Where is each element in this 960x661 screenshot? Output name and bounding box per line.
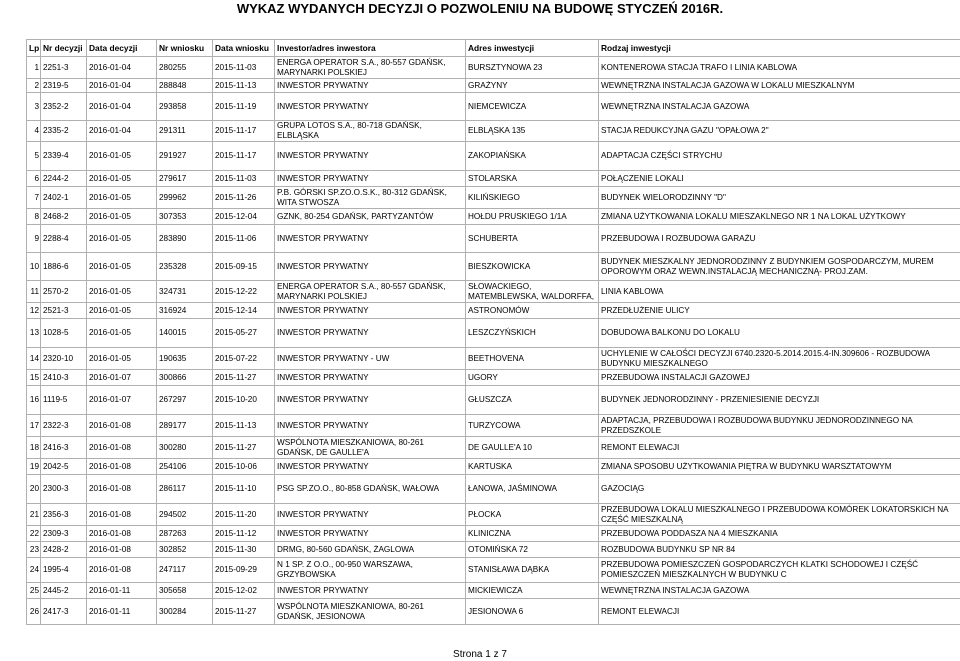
table-cell: TURZYCOWA	[466, 415, 599, 437]
table-cell: 2	[27, 79, 41, 93]
table-cell: INWESTOR PRYWATNY	[275, 225, 466, 253]
table-cell: 2320-10	[41, 348, 87, 370]
table-cell: INWESTOR PRYWATNY - UW	[275, 348, 466, 370]
table-cell: 2288-4	[41, 225, 87, 253]
table-cell: 2016-01-08	[87, 475, 157, 504]
table-cell: 2016-01-11	[87, 583, 157, 599]
table-cell: 2339-4	[41, 142, 87, 171]
table-cell: 2521-3	[41, 303, 87, 319]
table-cell: 1028-5	[41, 319, 87, 348]
table-row	[27, 79, 960, 93]
table-cell: 13	[27, 319, 41, 348]
table-row	[27, 370, 960, 386]
table-row	[27, 459, 960, 475]
table-cell: 3	[27, 93, 41, 121]
table-cell: WEWNĘTRZNA INSTALACJA GAZOWA	[599, 583, 960, 599]
table-cell: 2410-3	[41, 370, 87, 386]
table-cell: STACJA REDUKCYJNA GAZU "OPAŁOWA 2"	[599, 121, 960, 142]
table-cell: ADAPTACJA, PRZEBUDOWA I ROZBUDOWA BUDYNKU JEDNORODZINNEGO NA PRZEDSZKOLE	[599, 415, 960, 437]
table-cell: ADAPTACJA CZĘŚCI STRYCHU	[599, 142, 960, 171]
table-cell: GRAŻYNY	[466, 79, 599, 93]
table-cell: WEWNĘTRZNA INSTALACJA GAZOWA	[599, 93, 960, 121]
table-cell: 2016-01-08	[87, 526, 157, 542]
table-cell: 2016-01-05	[87, 253, 157, 281]
table-cell: 279617	[157, 171, 213, 187]
table-row	[27, 281, 960, 303]
table-cell: 1886-6	[41, 253, 87, 281]
table-cell: 18	[27, 437, 41, 459]
table-row	[27, 209, 960, 225]
table-cell: LINIA KABLOWA	[599, 281, 960, 303]
table-cell: 2244-2	[41, 171, 87, 187]
table-cell: 2356-3	[41, 504, 87, 526]
table-cell: 2016-01-08	[87, 459, 157, 475]
column-header: Data wniosku	[213, 40, 275, 57]
table-cell: ELBLĄSKA 135	[466, 121, 599, 142]
table-cell: 2016-01-05	[87, 187, 157, 209]
table-cell: 2015-11-27	[213, 437, 275, 459]
table-cell: 2016-01-08	[87, 542, 157, 558]
table-cell: 2015-11-03	[213, 57, 275, 79]
table-cell: INWESTOR PRYWATNY	[275, 386, 466, 415]
table-cell: ZMIANA SPOSOBU UŻYTKOWANIA PIĘTRA W BUDYNKU WARSZTATOWYM	[599, 459, 960, 475]
table-cell: 2428-2	[41, 542, 87, 558]
table-cell: GAZOCIĄG	[599, 475, 960, 504]
table-row	[27, 142, 960, 171]
table-cell: 22	[27, 526, 41, 542]
table-cell: INWESTOR PRYWATNY	[275, 583, 466, 599]
table-cell: JESIONOWA 6	[466, 599, 599, 625]
table-cell: OTOMIŃSKA 72	[466, 542, 599, 558]
table-cell: 2319-5	[41, 79, 87, 93]
table-cell: WEWNĘTRZNA INSTALACJA GAZOWA W LOKALU MIESZKALNYM	[599, 79, 960, 93]
table-cell: KILIŃSKIEGO	[466, 187, 599, 209]
table-cell: 2015-10-20	[213, 386, 275, 415]
table-cell: INWESTOR PRYWATNY	[275, 370, 466, 386]
table-cell: INWESTOR PRYWATNY	[275, 319, 466, 348]
table-cell: INWESTOR PRYWATNY	[275, 142, 466, 171]
table-cell: 2016-01-04	[87, 93, 157, 121]
table-cell: GRUPA LOTOS S.A., 80-718 GDAŃSK, ELBLĄSKA	[275, 121, 466, 142]
table-row	[27, 583, 960, 599]
table-cell: 2016-01-11	[87, 599, 157, 625]
table-cell: ENERGA OPERATOR S.A., 80-557 GDAŃSK, MARYNARKI POLSKIEJ	[275, 57, 466, 79]
table-cell: 2300-3	[41, 475, 87, 504]
table-cell: 2416-3	[41, 437, 87, 459]
table-row	[27, 386, 960, 415]
table-cell: 2015-11-06	[213, 225, 275, 253]
table-cell: 25	[27, 583, 41, 599]
table-cell: 2015-12-22	[213, 281, 275, 303]
table-cell: 289177	[157, 415, 213, 437]
table-cell: 15	[27, 370, 41, 386]
table-row	[27, 187, 960, 209]
table-cell: 2015-11-30	[213, 542, 275, 558]
table-cell: 2335-2	[41, 121, 87, 142]
table-row	[27, 558, 960, 583]
table-cell: PRZEBUDOWA PODDASZA NA 4 MIESZKANIA	[599, 526, 960, 542]
table-cell: 283890	[157, 225, 213, 253]
table-cell: 26	[27, 599, 41, 625]
table-cell: 235328	[157, 253, 213, 281]
table-cell: 2015-05-27	[213, 319, 275, 348]
table-cell: 2016-01-05	[87, 171, 157, 187]
table-cell: 2016-01-05	[87, 319, 157, 348]
table-cell: 4	[27, 121, 41, 142]
table-cell: 17	[27, 415, 41, 437]
table-cell: 2015-11-17	[213, 121, 275, 142]
table-cell: 190635	[157, 348, 213, 370]
table-row	[27, 171, 960, 187]
table-cell: GZNK, 80-254 GDAŃSK, PARTYZANTÓW	[275, 209, 466, 225]
table-cell: 2015-11-13	[213, 415, 275, 437]
table-row	[27, 57, 960, 79]
table-cell: POŁĄCZENIE LOKALI	[599, 171, 960, 187]
table-cell: INWESTOR PRYWATNY	[275, 303, 466, 319]
table-cell: INWESTOR PRYWATNY	[275, 526, 466, 542]
table-cell: KARTUSKA	[466, 459, 599, 475]
table-cell: 302852	[157, 542, 213, 558]
table-cell: 280255	[157, 57, 213, 79]
table-cell: GŁUSZCZA	[466, 386, 599, 415]
table-cell: 288848	[157, 79, 213, 93]
table-cell: BUDYNEK WIELORODZINNY "D"	[599, 187, 960, 209]
table-body	[27, 57, 960, 625]
table-cell: 293858	[157, 93, 213, 121]
table-cell: 2015-11-17	[213, 142, 275, 171]
table-cell: 2322-3	[41, 415, 87, 437]
table-cell: DOBUDOWA BALKONU DO LOKALU	[599, 319, 960, 348]
table-cell: 2015-10-06	[213, 459, 275, 475]
table-cell: P.B. GÓRSKI SP.ZO.O.S.K., 80-312 GDAŃSK, WITA STWOSZA	[275, 187, 466, 209]
table-cell: STANISŁAWA DĄBKA	[466, 558, 599, 583]
table-row	[27, 93, 960, 121]
table-cell: 2015-11-26	[213, 187, 275, 209]
table-cell: 2015-09-15	[213, 253, 275, 281]
table-cell: 2016-01-04	[87, 79, 157, 93]
table-cell: 140015	[157, 319, 213, 348]
table-cell: 2015-11-27	[213, 599, 275, 625]
table-cell: 307353	[157, 209, 213, 225]
table-cell: BIESZKOWICKA	[466, 253, 599, 281]
table-cell: 2016-01-08	[87, 437, 157, 459]
table-cell: 2016-01-05	[87, 142, 157, 171]
table-cell: 2016-01-08	[87, 558, 157, 583]
table-cell: 2015-09-29	[213, 558, 275, 583]
table-cell: BUDYNEK MIESZKALNY JEDNORODZINNY Z BUDYNKIEM GOSPODARCZYM, MUREM OPOROWYM ORAZ WEWN.INSTALACJĄ MECHANICZNĄ- PROJ.ZAM.	[599, 253, 960, 281]
table-cell: 2016-01-07	[87, 386, 157, 415]
table-cell: 247117	[157, 558, 213, 583]
table-cell: 2015-12-04	[213, 209, 275, 225]
table-cell: 2016-01-04	[87, 121, 157, 142]
table-cell: 2417-3	[41, 599, 87, 625]
table-cell: 8	[27, 209, 41, 225]
table-cell: 2015-11-20	[213, 504, 275, 526]
table-cell: 286117	[157, 475, 213, 504]
table-cell: 5	[27, 142, 41, 171]
table-cell: DRMG, 80-560 GDAŃSK, ŻAGLOWA	[275, 542, 466, 558]
table-cell: INWESTOR PRYWATNY	[275, 415, 466, 437]
table-row	[27, 225, 960, 253]
table-cell: KONTENEROWA STACJA TRAFO I LINIA KABLOWA	[599, 57, 960, 79]
table-cell: 2015-11-10	[213, 475, 275, 504]
table-cell: 324731	[157, 281, 213, 303]
table-cell: 2402-1	[41, 187, 87, 209]
table-row	[27, 504, 960, 526]
table-cell: 2015-11-03	[213, 171, 275, 187]
table-cell: 294502	[157, 504, 213, 526]
table-cell: 6	[27, 171, 41, 187]
table-cell: WSPÓLNOTA MIESZKANIOWA, 80-261 GDAŃSK, DE GAULLE'A	[275, 437, 466, 459]
column-header: Nr wniosku	[157, 40, 213, 57]
table-cell: 14	[27, 348, 41, 370]
table-cell: INWESTOR PRYWATNY	[275, 253, 466, 281]
table-cell: 21	[27, 504, 41, 526]
table-cell: ROZBUDOWA BUDYNKU SP NR 84	[599, 542, 960, 558]
decisions-table	[26, 39, 960, 625]
table-cell: UCHYLENIE W CAŁOŚCI DECYZJI 6740.2320-5.2014.2015.4-IN.309606 - ROZBUDOWA BUDYNKU MIESZKALNEGO	[599, 348, 960, 370]
table-cell: 2016-01-05	[87, 303, 157, 319]
table-cell: SCHUBERTA	[466, 225, 599, 253]
table-row	[27, 542, 960, 558]
table-cell: 24	[27, 558, 41, 583]
table-cell: SŁOWACKIEGO, MATEMBLEWSKA, WALDORFFA,	[466, 281, 599, 303]
column-header: Rodzaj inwestycji	[599, 40, 960, 57]
table-cell: UGORY	[466, 370, 599, 386]
table-cell: 2251-3	[41, 57, 87, 79]
table-row	[27, 253, 960, 281]
table-row	[27, 121, 960, 142]
page-title: WYKAZ WYDANYCH DECYZJI O POZWOLENIU NA BUDOWĘ STYCZEŃ 2016R.	[236, 1, 724, 16]
table-cell: BEETHOVENA	[466, 348, 599, 370]
table-row	[27, 599, 960, 625]
column-header: Lp	[27, 40, 41, 57]
table-cell: INWESTOR PRYWATNY	[275, 79, 466, 93]
table-cell: 2016-01-08	[87, 415, 157, 437]
table-cell: 267297	[157, 386, 213, 415]
table-cell: WSPÓLNOTA MIESZKANIOWA, 80-261 GDAŃSK, JESIONOWA	[275, 599, 466, 625]
table-cell: 2309-3	[41, 526, 87, 542]
table-header-row	[27, 40, 960, 57]
table-cell: 2015-11-13	[213, 79, 275, 93]
table-cell: 300280	[157, 437, 213, 459]
table-cell: STOLARSKA	[466, 171, 599, 187]
table-cell: INWESTOR PRYWATNY	[275, 93, 466, 121]
table-cell: 1119-5	[41, 386, 87, 415]
table-cell: REMONT ELEWACJI	[599, 599, 960, 625]
table-cell: PRZEBUDOWA I ROZBUDOWA GARAŻU	[599, 225, 960, 253]
table-cell: PSG SP.ZO.O., 80-858 GDAŃSK, WAŁOWA	[275, 475, 466, 504]
table-cell: INWESTOR PRYWATNY	[275, 504, 466, 526]
table-cell: INWESTOR PRYWATNY	[275, 459, 466, 475]
table-cell: ENERGA OPERATOR S.A., 80-557 GDAŃSK, MARYNARKI POLSKIEJ	[275, 281, 466, 303]
table-cell: PŁOCKA	[466, 504, 599, 526]
page-number: Strona 1 z 7	[453, 649, 507, 660]
table-row	[27, 437, 960, 459]
table-cell: 254106	[157, 459, 213, 475]
table-cell: PRZEBUDOWA INSTALACJI GAZOWEJ	[599, 370, 960, 386]
table-row	[27, 319, 960, 348]
column-header: Investor/adres inwestora	[275, 40, 466, 57]
table-cell: 305658	[157, 583, 213, 599]
table-cell: 291311	[157, 121, 213, 142]
table-cell: MICKIEWICZA	[466, 583, 599, 599]
table-cell: 2015-12-14	[213, 303, 275, 319]
table-row	[27, 348, 960, 370]
table-cell: 300866	[157, 370, 213, 386]
table-cell: 2015-12-02	[213, 583, 275, 599]
table-cell: KLINICZNA	[466, 526, 599, 542]
table-cell: PRZEBUDOWA LOKALU MIESZKALNEGO I PRZEBUDOWA KOMÓREK LOKATORSKICH NA CZĘŚĆ MIESZKALNĄ	[599, 504, 960, 526]
table-cell: 2468-2	[41, 209, 87, 225]
column-header: Data decyzji	[87, 40, 157, 57]
table-cell: 11	[27, 281, 41, 303]
table-cell: 2015-07-22	[213, 348, 275, 370]
table-cell: REMONT ELEWACJI	[599, 437, 960, 459]
table-cell: PRZEBUDOWA POMIESZCZEŃ GOSPODARCZYCH KLATKI SCHODOWEJ I CZĘŚĆ POMIESZCZEŃ MIESZKALNYCH W BUDYNKU C	[599, 558, 960, 583]
table-cell: ZAKOPIAŃSKA	[466, 142, 599, 171]
table-cell: 12	[27, 303, 41, 319]
table-cell: 20	[27, 475, 41, 504]
table-cell: 2016-01-04	[87, 57, 157, 79]
table-cell: 2016-01-08	[87, 504, 157, 526]
table-cell: 287263	[157, 526, 213, 542]
table-cell: 2015-11-27	[213, 370, 275, 386]
table-cell: 300284	[157, 599, 213, 625]
table-cell: 2016-01-05	[87, 281, 157, 303]
table-cell: 291927	[157, 142, 213, 171]
table-cell: 2042-5	[41, 459, 87, 475]
column-header: Adres inwestycji	[466, 40, 599, 57]
table-cell: HOŁDU PRUSKIEGO 1/1A	[466, 209, 599, 225]
table-cell: 9	[27, 225, 41, 253]
table-cell: 2015-11-19	[213, 93, 275, 121]
table-cell: 2016-01-07	[87, 370, 157, 386]
table-cell: 19	[27, 459, 41, 475]
table-cell: N 1 SP. Z O.O., 00-950 WARSZAWA, GRZYBOWSKA	[275, 558, 466, 583]
table-row	[27, 415, 960, 437]
column-header: Nr decyzji	[41, 40, 87, 57]
table-cell: 2570-2	[41, 281, 87, 303]
table-cell: 2016-01-05	[87, 225, 157, 253]
table-cell: INWESTOR PRYWATNY	[275, 171, 466, 187]
table-cell: LESZCZYŃSKICH	[466, 319, 599, 348]
table-cell: 10	[27, 253, 41, 281]
table-cell: 16	[27, 386, 41, 415]
table-cell: NIEMCEWICZA	[466, 93, 599, 121]
table-cell: 2445-2	[41, 583, 87, 599]
table-row	[27, 475, 960, 504]
table-cell: 2015-11-12	[213, 526, 275, 542]
table-cell: 23	[27, 542, 41, 558]
table-cell: 2016-01-05	[87, 348, 157, 370]
table-cell: 1995-4	[41, 558, 87, 583]
table-cell: BUDYNEK JEDNORODZINNY - PRZENIESIENIE DECYZJI	[599, 386, 960, 415]
table-cell: 299962	[157, 187, 213, 209]
table-cell: 7	[27, 187, 41, 209]
table-cell: PRZEDŁUŻENIE ULICY	[599, 303, 960, 319]
table-cell: 1	[27, 57, 41, 79]
table-cell: BURSZTYNOWA 23	[466, 57, 599, 79]
table-cell: DE GAULLE'A 10	[466, 437, 599, 459]
table-row	[27, 303, 960, 319]
table-cell: 316924	[157, 303, 213, 319]
table-cell: ASTRONOMÓW	[466, 303, 599, 319]
table-row	[27, 526, 960, 542]
table-cell: ŁANOWA, JAŚMINOWA	[466, 475, 599, 504]
table-cell: ZMIANA UŻYTKOWANIA LOKALU MIESZAKLNEGO NR 1 NA LOKAL UŻYTKOWY	[599, 209, 960, 225]
table-cell: 2352-2	[41, 93, 87, 121]
table-cell: 2016-01-05	[87, 209, 157, 225]
